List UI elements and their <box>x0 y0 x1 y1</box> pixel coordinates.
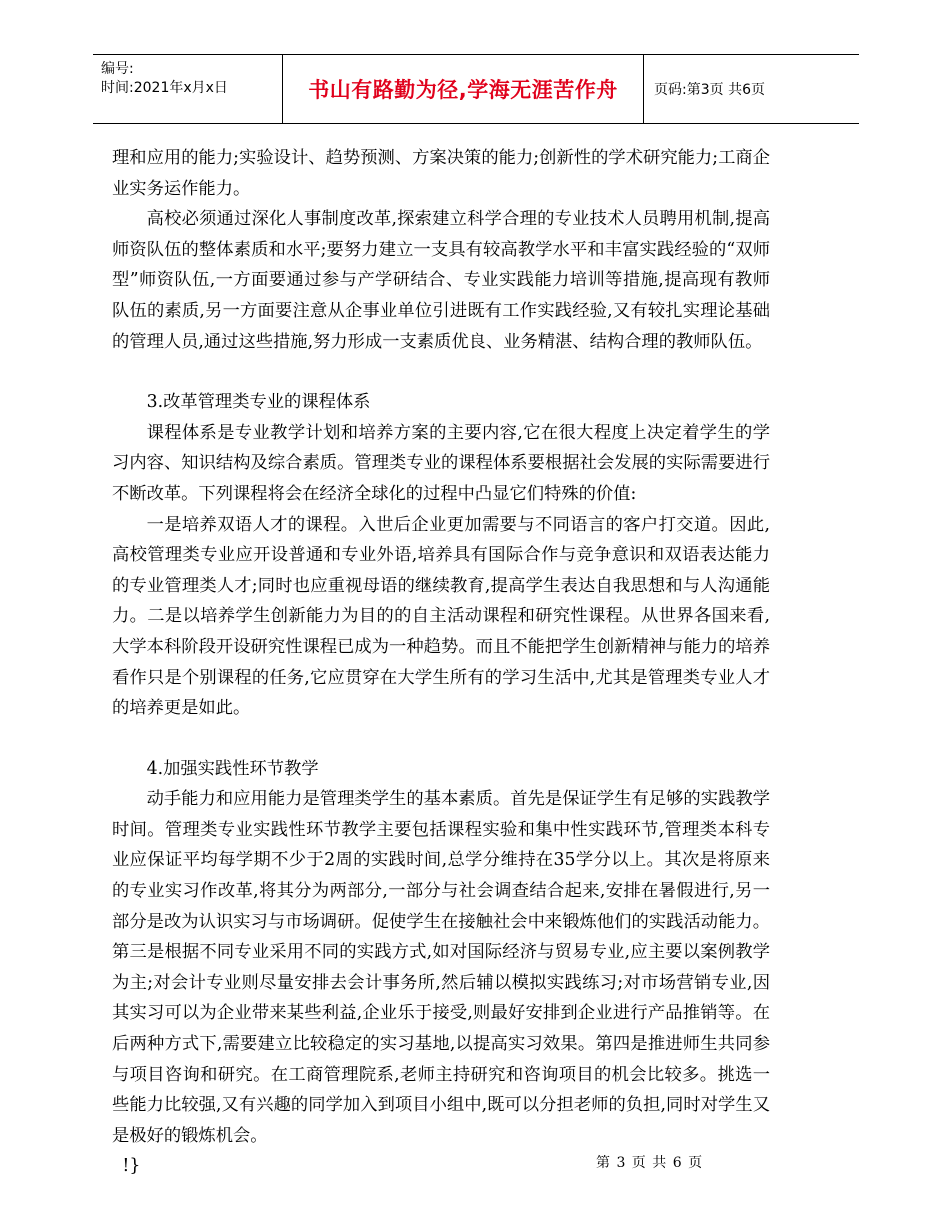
section-heading-3: 3.改革管理类专业的课程体系 <box>146 392 371 413</box>
paragraph-4: 一是培养双语人才的课程。入世后企业更加需要与不同语言的客户打交道。因此,高校管理类专业应开设普通和专业外语,培养具有国际合作与竞争意识和双语表达能力的专业管理类人才;同时也应重视母语的继续教育,提高学生表达自我思想和与人沟通能力。二是以培养学生创新能力为目的的自主活动课程和研究性课程。从世界各国来看,大学本科阶段开设研究性课程已成为一种趋势。而且不能把学生创新精神与能力的培养看作只是个别课程的任务,它应贯穿在大学生所有的学习生活中,尤其是管理类专业人才的培养更是如此。 <box>112 514 770 719</box>
paragraph-3: 课程体系是专业教学计划和培养方案的主要内容,它在很大程度上决定着学生的学习内容、知识结构及综合素质。管理类专业的课程体系要根据社会发展的实际需要进行不断改革。下列课程将会在经济全球化的过程中凸显它们特殊的价值: <box>112 422 770 504</box>
header-time-label: 时间:2021年x月x日 <box>101 80 228 96</box>
paragraph-gap <box>112 357 770 387</box>
trailing-mark: !} <box>122 1156 141 1177</box>
page-footer: 第 3 页 共 6 页 <box>596 1155 704 1171</box>
document-body <box>112 143 770 1182</box>
section-heading-4: 4.加强实践性环节教学 <box>146 758 319 779</box>
header-meta <box>93 55 283 123</box>
header-motto: 书山有路勤为径,学海无涯苦作舟 <box>283 55 644 123</box>
paragraph-5: 动手能力和应用能力是管理类学生的基本素质。首先是保证学生有足够的实践教学时间。管理类专业实践性环节教学主要包括课程实验和集中性实践环节,管理类本科专业应保证平均每学期不少于2周的实践时间,总学分维持在35学分以上。其次是将原来的专业实习作改革,将其分为两部分,一部分与社会调查结合起来,安排在暑假进行,另一部分是改为认识实习与市场调研。促使学生在接触社会中来锻炼他们的实践活动能力。第三是根据不同专业采用不同的实践方式,如对国际经济与贸易专业,应主要以案例教学为主;对会计专业则尽量安排去会计事务所,然后辅以模拟实践练习;对市场营销专业,因其实习可以为企业带来某些利益,企业乐于接受,则最好安排到企业进行产品推销等。在后两种方式下,需要建立比较稳定的实习基地,以提高实习效果。第四是推进师生共同参与项目咨询和研究。在工商管理院系,老师主持研究和咨询项目的机会比较多。挑选一些能力比较强,又有兴趣的同学加入到项目小组中,既可以分担老师的负担,同时对学生又是极好的锻炼机会。 <box>112 789 770 1146</box>
header-number-label: 编号: <box>101 61 134 77</box>
header-page-label: 页码:第3页 共6页 <box>654 82 765 98</box>
paragraph-2: 高校必须通过深化人事制度改革,探索建立科学合理的专业技术人员聘用机制,提高师资队伍的整体素质和水平;要努力建立一支具有较高教学水平和丰富实践经验的“双师型”师资队伍,一方面要通过参与产学研结合、专业实践能力培训等措施,提高现有教师队伍的素质,另一方面要注意从企事业单位引进既有工作实践经验,又有较扎实理论基础的管理人员,通过这些措施,努力形成一支素质优良、业务精湛、结构合理的教师队伍。 <box>112 209 770 352</box>
paragraph-1: 理和应用的能力;实验设计、趋势预测、方案决策的能力;创新性的学术研究能力;工商企业实务运作能力。 <box>112 148 770 199</box>
page-header <box>93 54 859 124</box>
paragraph-gap <box>112 724 770 754</box>
